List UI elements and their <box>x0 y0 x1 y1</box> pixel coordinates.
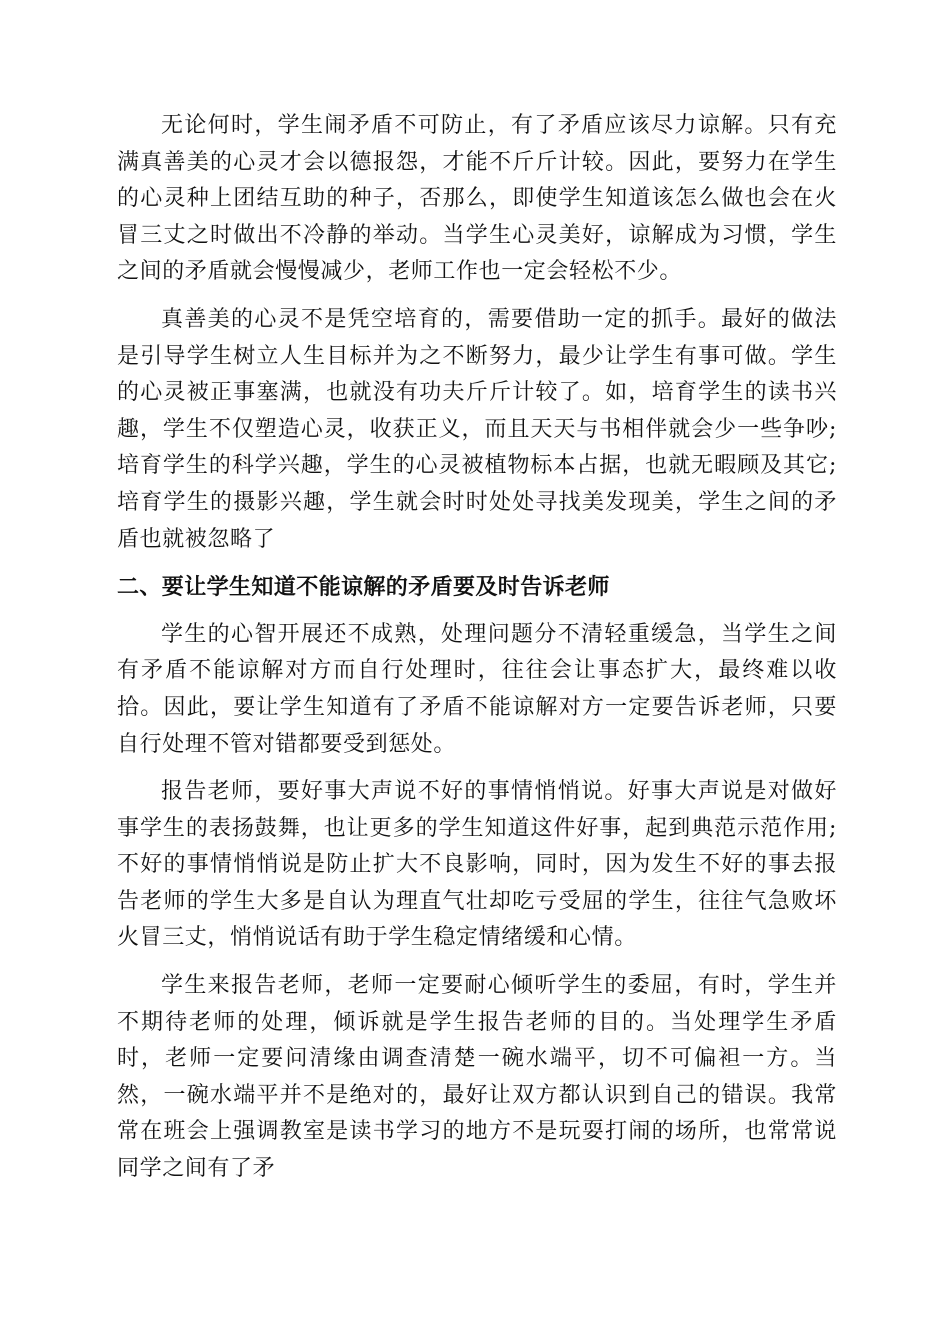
paragraph-gap <box>117 291 837 302</box>
document-page <box>117 108 837 1188</box>
paragraph-gap <box>117 957 837 968</box>
paragraph: 学生来报告老师，老师一定要耐心倾听学生的委屈，有时，学生并不期待老师的处理，倾诉就是学生报告老师的目的。当处理学生矛盾时，老师一定要问清缘由调查清楚一碗水端平，切不可偏袒一方。当然，一碗水端平并不是绝对的，最好让双方都认识到自己的错误。我常常在班会上强调教室是读书学习的地方不是玩耍打闹的场所，也常常说同学之间有了矛 <box>117 973 837 1182</box>
paragraph: 真善美的心灵不是凭空培育的，需要借助一定的抓手。最好的做法是引导学生树立人生目标并为之不断努力，最少让学生有事可做。学生的心灵被正事塞满，也就没有功夫斤斤计较了。如，培育学生的读书兴趣，学生不仅塑造心灵，收获正义，而且天天与书相伴就会少一些争吵;培育学生的科学兴趣，学生的心灵被植物标本占据，也就无暇顾及其它;培育学生的摄影兴趣，学生就会时时处处寻找美发现美，学生之间的矛盾也就被忽略了 <box>117 306 837 552</box>
paragraph: 无论何时，学生闹矛盾不可防止，有了矛盾应该尽力谅解。只有充满真善美的心灵才会以德报怨，才能不斤斤计较。因此，要努力在学生的心灵种上团结互助的种子，否那么，即使学生知道该怎么做也会在火冒三丈之时做出不冷静的举动。当学生心灵美好，谅解成为习惯，学生之间的矛盾就会慢慢减少，老师工作也一定会轻松不少。 <box>117 113 837 285</box>
paragraph-gap <box>117 763 837 774</box>
paragraph: 报告老师，要好事大声说不好的事情悄悄说。好事大声说是对做好事学生的表扬鼓舞，也让更多的学生知道这件好事，起到典范示范作用;不好的事情悄悄说是防止扩大不良影响，同时，因为发生不好的事去报告老师的学生大多是自认为理直气壮却吃亏受屈的学生，往往气急败坏火冒三丈，悄悄说话有助于学生稳定情绪缓和心情。 <box>117 779 837 951</box>
paragraph-gap <box>117 558 837 569</box>
paragraph: 学生的心智开展还不成熟，处理问题分不清轻重缓急，当学生之间有矛盾不能谅解对方而自行处理时，往往会让事态扩大，最终难以收拾。因此，要让学生知道有了矛盾不能谅解对方一定要告诉老师，只要自行处理不管对错都要受到惩处。 <box>117 621 837 757</box>
paragraph-gap <box>117 606 837 617</box>
section-heading: 二、要让学生知道不能谅解的矛盾要及时告诉老师 <box>117 574 610 601</box>
